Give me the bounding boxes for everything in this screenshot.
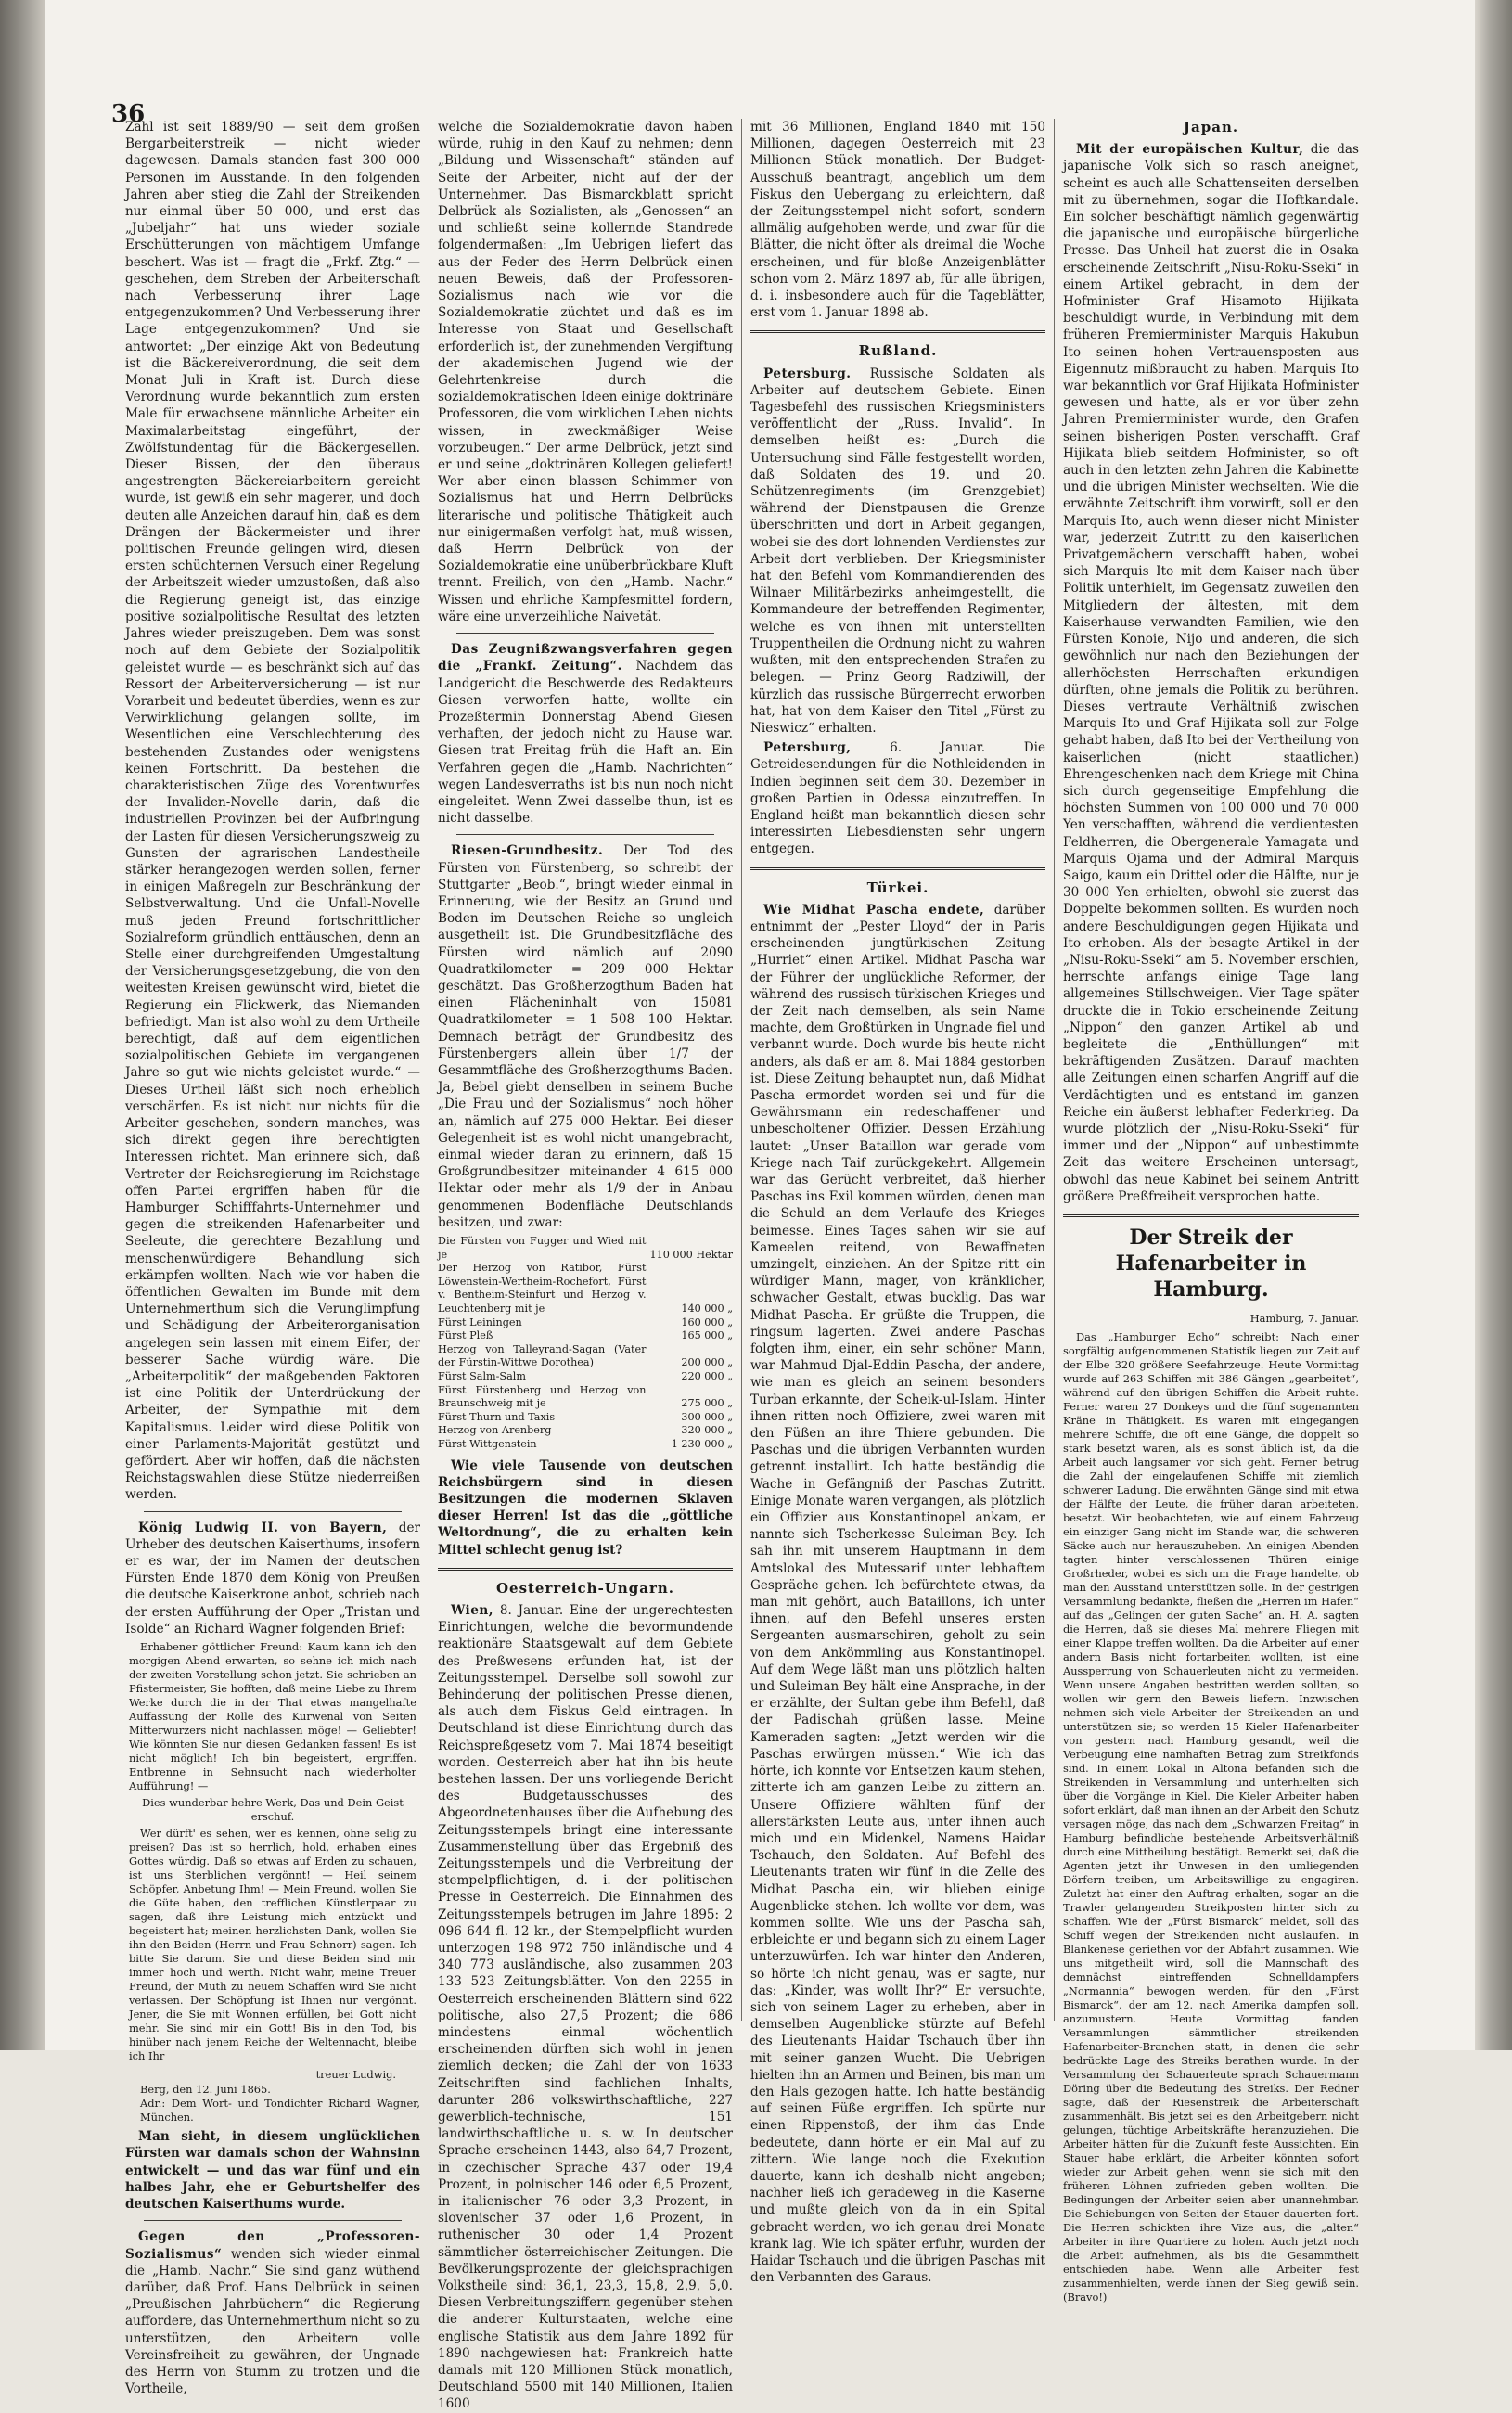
estate-area: 200 000 „ xyxy=(681,1356,733,1369)
letter-address: Adr.: Dem Wort- und Tondichter Richard Wagner, München. xyxy=(140,2097,420,2124)
midhat-article xyxy=(750,902,1045,2287)
estate-owner: Der Herzog von Ratibor, Fürst Löwenstein-Wertheim-Rochefort, Fürst v. Bentheim-Steinfurt und Herzog v. Leuchtenberg mit je xyxy=(438,1262,647,1315)
zeugniss-headline: Das Zeugnißzwangsverfahren gegen die „Frankf. Zeitung“. xyxy=(438,642,733,674)
japan-article xyxy=(1063,141,1359,1205)
strike-text: Das „Hamburger Echo“ schreibt: Nach einer sorgfältig aufgenommenen Statistik liegen zur Zeit auf der Elbe 320 größere Seefahrzeuge. Heute Vormittag wurde auf 263 Schiffen mit 386 Gängen „gearbeitet“, während auf den übrigen Schiffen die Arbeit ruhte. Ferner waren 27 Donkeys und die fünf sogenannten Kräne in Thätigkeit. Es waren mit eingegangen mehrere Schiffe, die oft eine Gänge, die doppelt so stark besetzt waren, als es sonst üblich ist, da die Arbeit auch langsamer vor sich geht. Ferner betrug die Zahl der eingelaufenen Schiffe mit ziemlich schwerer Ladung. Die erwähnten Gänge sind mit etwa der Hälfte der Leute, die früher daran arbeiteten, besetzt. Wir beobachteten, wie auf einem Fahrzeug ein einziger Gang nicht im Stande war, die schweren Säcke auch nur herauszuheben. An einigen Abenden tagten hinter verschlossenen Thüren einige Großrheder, wobei es sich um die Frage handelte, ob man den Ausstand unterstützen solle. In der gestrigen Versammlung bedankte, fließen die „Herren im Hafen“ auf das „Gelingen der guten Sache“ an. H. A. sagten die Herren, daß sie dieses Mal mehrere Fliegen mit einer Klappe treffen wollten. Da die Arbeiter auf einer andern Basis nicht fortarbeiten wollten, ist eine Aussperrung von Schauerleuten nicht zu vermeiden. Wenn unsere Angaben bestritten werden sollten, so wollen wir gern den Beweis liefern. Inzwischen nehmen sich viele Arbeiter der Streikenden an und unterstützen sie; so werden 15 Kieler Hafenarbeiter von gestern nach Hamburg gesandt, weil die Verbeugung eine namhaften Betrag zum Streikfonds sind. In einem Lokal in Altona befanden sich die Streikenden in Versammlung und unterhielten sich über die Vorgänge in Kiel. Die Kieler Arbeiter haben sofort erklärt, daß man ihnen an der Arbeit den Schutz versagen möge, das nach dem „Schwarzen Freitag“ in Hamburg befindliche bestehende Arbeitsverhältniß durch eine Mittheilung bestätigt. Bemerkt sei, daß die Agenten jetzt ihr Unwesen in den umliegenden Dörfern treiben, um Arbeitswillige zu engagiren. Zuletzt hat einer den Auftrag erhalten, sogar an die Trawler gelangenden Streikposten hinter sich zu schaffen. Wie der „Fürst Bismarck“ meldet, soll das Schiff wegen der Streikenden nicht auslaufen. In Blankenese geriethen vor der Abfahrt zusammen. Wie uns mitgetheilt wird, soll die Mannschaft des demnächst eintreffenden Schnelldampfers „Normannia“ bewogen werden, für den „Fürst Bismarck“, der am 12. nach Amerika dampfen soll, anzumustern. Heute Vormittag fanden Versammlungen sämmtlicher streikenden Hafenarbeiter-Branchen statt, in denen die sehr bedrückte Lage des Streiks berathen wurde. In der Versammlung der Schauerleute sprach Schauermann Döring über die Bedeutung des Streiks. Der Redner sagte, daß der Riesenstreik die Arbeiterschaft zusammenhält. Bis jetzt sei es den Arbeitgebern nicht gelungen, tüchtige Arbeitskräfte heranzuziehen. Die Arbeiter hätten für die Zukunft feste Aussichten. Ein Stauer habe erklärt, die Arbeiter könnten sofort wieder zur Arbeit gehen, wenn sie sich mit den früheren Löhnen zufrieden geben wollten. Die Bedingungen der Arbeiter seien aber unannehmbar. Die Schiebungen von Seiten der Stauer dauerten fort. Die Herren schickten ihre Vize aus, die „alten“ Arbeiter in ihre Quartiere zu holen. Auch jetzt noch die Arbeit aufnehmen, als bis die Gesammtheit entschieden habe. Wenn alle Arbeiter fest zusammenhielten, werde ihnen der Sieg gewiß sein. (Bravo!) xyxy=(1063,1330,1359,2304)
estate-owner: Fürst Salm-Salm xyxy=(438,1369,526,1382)
sozialpolitik-article: Zahl ist seit 1889/90 — seit dem großen Bergarbeiterstreik — nicht wieder dagewesen. Damals standen fast 300 000 Personen im Ausstande. In den folgenden Jahren aber stieg die Zahl der Streikenden nur einmal über 50 000, und erst das „Jubeljahr“ hat uns wieder soziale Erschütterungen von mächtigem Umfange beschert. Was ist — fragt die „Frkf. Ztg.“ — geschehen, dem Streben der Arbeiterschaft nach Verbesserung ihrer Lage entgegenzukommen? Und Verbesserung ihrer Lage entgegenzukommen? Und sie antwortet: „Der einzige Akt von Bedeutung ist die Bäckereiverordnung, die seit dem Monat Juli in Kraft ist. Durch diese Verordnung wurde bekanntlich zum ersten Male für erwachsene männliche Arbeiter ein Maximalarbeitstag eingeführt, der Zwölfstundentag für die Bäckergesellen. Dieser Bissen, der den überaus angestrengten Bäckereiarbeitern gereicht wurde, ist gewiß ein sehr magerer, und doch deuten alle Anzeichen darauf hin, daß es dem Drängen der Bäckermeister und ihrer politischen Freunde gelingen wird, diesen ersten schüchternen Versuch einer Regelung der Arbeitszeit wieder umzustoßen, daß also die Regierung geneigt ist, das einzige positive sozialpolitische Resultat des letzten Jahres wieder preiszugeben. Dem was sonst noch auf dem Gebiete der Sozialpolitik geleistet wurde — es beschränkt sich auf das Ressort der Arbeiterversicherung — ist nur Vorarbeit und bedeutet überdies, wenn es zur Verwirklichung gelangen sollte, im Wesentlichen eine Verschlechterung des bestehenden Zustandes oder wenigstens keinen Fortschritt. Da bestehen die charakteristischen Züge des Vorentwurfes der Invaliden-Novelle darin, daß die industriellen Provinzen bei der Aufbringung der Lasten für diesen Versicherungszweig zu Gunsten der agrarischen Landestheile stärker herangezogen werden sollen, ferner in einigen Maßregeln zur Beschränkung der Selbstverwaltung. Und die Unfall-Novelle muß jeden Freund fortschrittlicher Sozialreform gründlich enttäuschen, denn an Stelle einer durchgreifenden Umgestaltung der Versicherungsgesetzgebung, die von den weitesten Kreisen gewünscht wird, bietet die Regierung ein Flickwerk, das Niemanden befriedigt. Man ist also wohl zu dem Urtheile berechtigt, daß auf dem eigentlichen sozialpolitischen Gebiete im vergangenen Jahre so gut wie nichts geleistet wurde.“ — Dieses Urtheil läßt sich noch erheblich verschärfen. Es ist nicht nur nichts für die Arbeiter geschehen, sondern manches, was sich direkt gegen ihre berechtigten Interessen richtet. Man erinnere sich, daß Vertreter der Reichsregierung im Reichstage offen Partei ergriffen haben für die Hamburger Schifffahrts-Unternehmer und gegen die streikenden Hafenarbeiter und Seeleute, die gerechtere Bezahlung und menschenwürdigere Behandlung sich erkämpfen wollten. Nach wie vor haben die öffentlichen Gewalten im Bunde mit dem Unternehmerthum sich die Verunglimpfung und Schädigung der Arbeiterorganisation angelegen sein lassen mit einem Eifer, der besserer Sache würdig wäre. Die „Arbeiterpolitik“ der maßgebenden Faktoren ist eine Politik der Unterdrückung der Arbeiter, der Sympathie mit dem Kapitalismus. Leider wird diese Politik von einer Parlaments-Majorität gestützt und gefördert. Aber wir hoffen, daß die nächsten Reichstagswahlen diese Stütze niederreißen werden. xyxy=(125,120,420,1503)
estate-area: 300 000 „ xyxy=(681,1410,733,1423)
scan-binding-shadow xyxy=(0,0,45,2050)
separator-rule xyxy=(144,1511,402,1512)
ludwig-conclusion: Man sieht, in diesem unglücklichen Fürsten war damals schon der Wahnsinn entwickelt — und das war fünf und ein halbes Jahr, ehe er Geburtshelfer des deutschen Kaiserthums wurde. xyxy=(125,2129,420,2213)
strike-dateline: Hamburg, 7. Januar. xyxy=(1249,1312,1359,1325)
ludwig-headline: König Ludwig II. von Bayern, xyxy=(138,1520,388,1535)
riesen-headline: Riesen-Grundbesitz. xyxy=(451,843,604,859)
midhat-headline: Wie Midhat Pascha endete, xyxy=(763,902,985,918)
section-rule xyxy=(750,867,1045,870)
petersburg-dateline-1: Petersburg. xyxy=(763,366,852,381)
petersburg-text-2: 6. Januar. Die Getreidesendungen für die Nothleidenden in Indien beginnen seit dem 30. Dezember in großen Partien in Odessa einzutreffen. In England heißt man bekanntlich diesen sehr interessirten Liebesdiensten sehr ungern entgegen. xyxy=(750,740,1045,857)
letter-signature: treuer Ludwig. xyxy=(315,2068,396,2082)
estate-owner: Fürst Thurn und Taxis xyxy=(438,1410,556,1423)
estate-area: 140 000 „ xyxy=(681,1302,733,1315)
estate-area: 1 230 000 „ xyxy=(671,1437,733,1450)
professoren-text: wenden sich wieder einmal die „Hamb. Nachr.“ Sie sind ganz wüthend darüber, daß Prof. Hans Delbrück in seinen „Preußischen Jahrbüchern“ die Regierung auffordere, das Unternehmerthum nicht so zu unterstützen, den Arbeitern volle Vereinsfreiheit zu gewähren, der Ungnade des Herrn von Stumm zu trotzen und die Vortheile, xyxy=(125,2246,420,2397)
delbrueck-continuation: welche die Sozialdemokratie davon haben würde, ruhig in den Kauf zu nehmen; denn „Bildung und Wissenschaft“ ständen auf Seite der Arbeiter, nicht auf der der Unternehmer. Das Bismarckblatt spricht Delbrück als Sozialisten, als „Genossen“ an und schließt seine kollernde Standrede folgendermaßen: „Im Uebrigen liefert das aus der Feder des Herrn Delbrück einen neuen Beweis, daß der Professoren-Sozialismus nach wie vor die Sozialdemokratie züchtet und daß es im Interesse von Staat und Gesellschaft erforderlich ist, der zunehmenden Vergiftung der akademischen Jugend wie der Gelehrtenkreise durch die sozialdemokratischen Ideen einige doktrinäre Professoren, die vom wirklichen Leben nichts wissen, in zweckmäßiger Weise vorzubeugen.“ Der arme Delbrück, jetzt sind er und seine „doktrinären Kollegen geliefert! Wer aber einen blassen Schimmer von Sozialismus hat und Herrn Delbrücks literarische und politische Thätigkeit auch nur einigermaßen verfolgt hat, muß wissen, daß Herrn Delbrück von der Sozialdemokratie eine unüberbrückbare Kluft trennt. Freilich, von den „Hamb. Nachr.“ Wissen und ehrliche Kampfesmittel fordern, wäre eine unverzeihliche Naivetät. xyxy=(438,120,733,624)
estates-row xyxy=(438,1343,733,1370)
separator-rule xyxy=(456,633,714,634)
letter-paragraph-2: Wer dürft' es sehen, wer es kennen, ohne selig zu preisen? Das ist so herrlich, hold, erhaben eines Gottes würdig. Daß so etwas auf Erden zu schauen, ist uns Sterblichen vergönnt! — Heil seinem Schöpfer, Anbetung Ihm! — Mein Freund, wollen Sie die Güte haben, den trefflichen Künstlerpaar zu sagen, daß ihre Leistung mich entzückt und begeistert hat; meinen herzlichsten Dank, wollen Sie ihn den Beiden (Herrn und Frau Schnorr) sagen. Ich bitte Sie darum. Sie und diese Beiden sind mir immer hoch und werth. Nicht wahr, meine Treuer Freund, der Muth zu neuem Schaffen wird Sie nicht verlassen. Der Schöpfung ist Ihnen nur vergönnt. Jener, die Sie mit Wonnen erfüllen, bei Gott nicht mehr. Sie sind mir ein Gott! Bis in den Tod, bis hinüber nach jenem Reiche der Weltennacht, bleibe ich Ihr xyxy=(129,1827,416,2063)
column-1 xyxy=(117,119,429,2397)
column-4 xyxy=(1055,119,1367,2304)
estate-area: 275 000 „ xyxy=(681,1397,733,1410)
separator-rule xyxy=(144,2220,402,2221)
zeugniss-text: Nachdem das Landgericht die Beschwerde des Redakteurs Giesen verworfen hatte, wollte ein Prozeßtermin Donnerstag Abend Giesen verhaften, der jedoch nicht zu Hause war. Giesen trat Freitag früh die Haft an. Ein Verfahren gegen die „Hamb. Nachrichten“ wegen Landesverraths ist bis nun noch nicht eingeleitet. Wenn Zwei dasselbe thun, ist es nicht dasselbe. xyxy=(438,659,733,827)
japan-text: die das japanische Volk sich so rasch aneignet, scheint es auch alle Schattenseiten derselben mit zu übernehmen, sogar die Hoftkandale. Ein solcher beschäftigt nämlich gegenwärtig die japanische und europäische bürgerliche Presse. Das Unheil hat zuerst die in Osaka erscheinende Zeitschrift „Nisu-Roku-Sseki“ in einem Artikel gebracht, in dem der Hofminister Graf Hisamoto Hijikata beschuldigt wurde, in Verbindung mit dem früheren Premierminister Marquis Hakubun Ito seinen hohen Vertrauensposten aus Eigennutz mißbraucht zu haben. Marquis Ito war bekanntlich vor Graf Hijikata Hofminister gewesen und hatte, als er vor über zehn Jahren Premierminister wurde, den Grafen seinen bisherigen Posten verschafft. Graf Hijikata blieb seitdem Hofminister, so oft auch in den letzten zehn Jahren die Kabinette und die übrigen Minister wechselten. Wie die erwähnte Zeitschrift ihm vorwirft, soll er den Marquis Ito, auch wenn dieser nicht Minister war, jederzeit Zutritt zu den kaiserlichen Privatgemächern verschafft haben, wobei sich Marquis Ito mit dem Kaiser nach über Politik unterhielt, im Gegensatz zuweilen den Mitgliedern der ältesten, mit dem Kaiserhause verwandten Familien, wie den Fürsten Konoie, Nijo und anderen, die sich gewöhnlich nur nach den Beziehungen der allerhöchsten Herrschaften erkundigen dürften, ohne jemals die Politik zu berühren. Dieses vertraute Verhältniß zwischen Marquis Ito und Graf Hijikata soll zur Folge gehabt haben, daß Ito bei der Vertheilung von kaiserlichen (nicht staatlichen) Ehrengeschenken nach dem Kriege mit China sich durch gegenseitige Empfehlung die höchsten Summen von 100 000 und 70 000 Yen verschafften, während die verdientesten Feldherren, die Obergenerale Yamagata und Marquis Ojama und der Admiral Marquis Saigo, kaum ein Drittel oder die Hälfte, nur je 30 000 Yen erhielten, obwohl sie zuerst das Doppelte bekommen sollten. Es wurden noch andere Beschuldigungen gegen Hijikata und Ito erhoben. Als der besagte Artikel in der „Nisu-Roku-Sseki“ am 5. November erschien, herrschte anfangs einige Tage lang allgemeines Stillschweigen. Vier Tage später druckte die in Tokio erscheinende Zeitung „Nippon“ den ganzen Artikel ab und begleitete die „Enthüllungen“ mit bekräftigenden Zusätzen. Darauf machten alle Zeitungen einen scharfen Angriff auf die Verdächtigten und es entstand im ganzen Reiche ein äußerst lebhafter Federkrieg. Da wurde plötzlich der „Nisu-Roku-Sseki“ für immer und der „Nippon“ auf unbestimmte Zeit das weitere Erscheinen untersagt, obwohl das neue Kabinet bei seinem Antritt größere Preßfreiheit versprochen hatte. xyxy=(1063,142,1359,1204)
ludwig-letter xyxy=(125,1640,420,2063)
estate-owner: Fürst Fürstenberg und Herzog von Braunschweig mit je xyxy=(438,1383,647,1410)
riesen-conclusion: Wie viele Tausende von deutschen Reichsbürgern sind in diesen Besitzungen die modernen Sklaven dieser Herren! Ist das die „göttliche Weltordnung“, die zu erhalten kein Mittel schlecht genug ist? xyxy=(438,1457,733,1558)
estate-owner: Fürst Leiningen xyxy=(438,1316,522,1328)
petersburg-text-1: Russische Soldaten als Arbeiter auf deutschem Gebiete. Einen Tagesbefehl des russischen Kriegsministers veröffentlicht der „Russ. Invalid“. In demselben heißt es: „Durch die Untersuchung sind Fälle festgestellt worden, daß Soldaten des 19. und 20. Schützenregiments (im Grenzgebiet) während der Dienstpausen die Grenze überschritten und dort in Arbeit gegangen, wobei sie des dort lohnenden Verdienstes zur Arbeit dort verblieben. Der Kriegsminister hat den Befehl vom Kommandierenden des Wilnaer Militärbezirks anheimgestellt, die Kommandeure der betreffenden Regimenter, welche es von ihnen mit unterstellten Truppentheilen die Ordnung nicht zu wahren wußten, mit den entsprechenden Strafen zu belegen. — Prinz Georg Radziwill, der kürzlich das russische Bürgerrecht erworben hat, hat von dem Kaiser den Titel „Fürst zu Nieswicz“ erhalten. xyxy=(750,366,1045,736)
petersburg-article-1 xyxy=(750,366,1045,737)
estate-owner: Fürst Wittgenstein xyxy=(438,1437,537,1450)
japan-headline: Mit der europäischen Kultur, xyxy=(1076,142,1304,158)
estate-area: 220 000 „ xyxy=(681,1369,733,1382)
section-rule xyxy=(1063,1214,1359,1217)
strike-headline: Der Streik der Hafenarbeiter in Hamburg. xyxy=(1115,1226,1307,1302)
estate-area: 320 000 „ xyxy=(681,1424,733,1437)
ludwig-text: der Urheber des deutschen Kaiserthums, insofern er es war, der im Namen der deutschen Fürsten Ende 1870 dem König von Preußen die deutsche Kaiserkrone anbot, schrieb nach der ersten Aufführung der Oper „Tristan und Isolde“ an Richard Wagner folgenden Brief: xyxy=(125,1520,420,1636)
section-rule xyxy=(438,1568,733,1571)
page-number: 36 xyxy=(111,100,146,128)
estates-row xyxy=(438,1262,733,1316)
wien-continuation: mit 36 Millionen, England 1840 mit 150 Millionen, dagegen Oesterreich mit 23 Millionen Stück monatlich. Der Budget-Ausschuß beantragt, angeblich um dem Fiskus den Uebergang zu erleichtern, daß der Zeitungsstempel nicht sofort, sondern allmälig aufgehoben werde, und zwar für die Blätter, die nicht öfter als dreimal die Woche erscheinen, und für bloße Anzeigenblätter schon vom 2. März 1897 ab, für alle übrigen, d. i. insbesondere auch für die Tageblätter, erst vom 1. Januar 1898 ab. xyxy=(750,120,1045,321)
estates-row xyxy=(438,1411,733,1425)
estates-row xyxy=(438,1424,733,1438)
section-heading-turkey: Türkei. xyxy=(866,879,929,896)
letter-paragraph-1: Erhabener göttlicher Freund: Kaum kann ich den morgigen Abend erwarten, so sehne ich mich nach der zweiten Vorstellung schon jetzt. Sie schrieben an Pfistermeister, Sie hofften, daß meine Liebe zu Ihrem Werke durch die in der That etwas mangelhafte Auffassung der Rolle des Kurwenal von Seiten Mitterwurzers nicht nachlassen möge! — Geliebter! Wie könnten Sie nur diesen Gedanken fassen! Es ist nicht möglich! Ich bin begeistert, ergriffen. Entbrenne in Sehnsucht nach wiederholter Aufführung! — xyxy=(129,1640,416,1793)
professoren-article xyxy=(125,2228,420,2397)
estate-owner: Die Fürsten von Fugger und Wied mit je xyxy=(438,1235,647,1261)
estate-owner: Herzog von Talleyrand-Sagan (Vater der Fürstin-Wittwe Dorothea) xyxy=(438,1342,647,1369)
scan-edge-shadow xyxy=(1475,0,1512,2050)
petersburg-article-2 xyxy=(750,739,1045,857)
estates-row xyxy=(438,1329,733,1343)
estate-owner: Herzog von Arenberg xyxy=(438,1424,552,1437)
separator-rule xyxy=(456,834,714,835)
wien-article xyxy=(438,1602,733,2413)
estate-owner: Fürst Pleß xyxy=(438,1329,493,1342)
letter-verse: Dies wunderbar hehre Werk, Das und Dein Geist erschuf. xyxy=(142,1796,404,1824)
zeugniss-article xyxy=(438,641,733,827)
professoren-headline: Gegen den „Professoren-Sozialismus“ xyxy=(125,2229,420,2262)
ludwig-article xyxy=(125,1520,420,1637)
estates-row xyxy=(438,1384,733,1411)
letter-place-date: Berg, den 12. Juni 1865. xyxy=(140,2083,271,2097)
estates-row xyxy=(438,1438,733,1452)
estate-area: 160 000 „ xyxy=(681,1316,733,1328)
estates-row xyxy=(438,1370,733,1384)
wien-text: 8. Januar. Eine der ungerechtesten Einrichtungen, welche die bevormundende reaktionäre Staatsgewalt auf dem Gebiete des Preßwesens erfunden hat, ist der Zeitungsstempel. Derselbe soll sowohl zur Behinderung der politischen Presse dienen, als auch dem Fiskus Geld eintragen. In Deutschland ist diese Einrichtung durch das Reichspreßgesetz vom 7. Mai 1874 beseitigt worden. Oesterreich aber hat ihn bis heute bestehen lassen. Der uns vorliegende Bericht des Budgetausschusses des Abgeordnetenhauses über die Aufhebung des Zeitungsstempels bringt eine interessante Zusammenstellung über das Ergebniß des Zeitungsstempels und die Verbreitung der stempelpflichtigen, d. i. der politischen Presse in Oesterreich. Die Einnahmen des Zeitungsstempels betrugen im Jahre 1895: 2 096 644 fl. 12 kr., der Stempelpflicht wurden unterzogen 198 972 750 inländische und 4 340 773 ausländische, also zusammen 203 133 523 Zeitungsblätter. Von den 2255 in Oesterreich erscheinenden Blättern sind 622 politische, also 27,5 Prozent; die 686 mindestens einmal wöchentlich erscheinenden dürften sich wohl in jenen ziemlich decken; die Zahl der von 1633 Zeitschriften sind fachlichen Inhalts, darunter 286 volkswirthschaftliche, 227 gewerblich-technische, 151 landwirthschaftliche u. s. w. In deutscher Sprache erscheinen 1443, also 64,7 Prozent, in czechischer Sprache 437 oder 19,4 Prozent, in polnischer 146 oder 6,5 Prozent, in italienischer 76 oder 3,3 Prozent, in slovenischer 37 oder 1,6 Prozent, in ruthenischer 30 oder 1,4 Prozent sämmtlicher österreichischer Zeitungen. Die Bevölkerungsprozente der gleichsprachigen Volkstheile sind: 36,1, 23,3, 15,8, 2,9, 5,0. Diesen Verbreitungsziffern gegenüber stehen die anderer Kulturstaaten, welche eine englische Statistik aus dem Jahre 1892 für 1890 nachgewiesen hat: Frankreich hatte damals mit 120 Millionen Stück monatlich, Deutschland 5500 mit 140 Millionen, Italien 1600 xyxy=(438,1602,733,2412)
text-columns xyxy=(117,119,1369,2412)
riesen-article xyxy=(438,842,733,1231)
estate-area: 110 000 Hektar xyxy=(649,1248,733,1261)
section-heading-japan: Japan. xyxy=(1183,119,1239,135)
estate-area: 165 000 „ xyxy=(681,1329,733,1342)
estates-row xyxy=(438,1235,733,1262)
wien-dateline: Wien, xyxy=(451,1602,493,1618)
section-heading-russia: Rußland. xyxy=(858,342,938,360)
column-3 xyxy=(742,119,1055,2286)
estates-table xyxy=(438,1235,733,1452)
petersburg-dateline-2: Petersburg, xyxy=(763,740,852,756)
column-2 xyxy=(429,119,742,2412)
midhat-text: darüber entnimmt der „Pester Lloyd“ der in Paris erscheinenden jungtürkischen Zeitung „Hurriet“ einen Artikel. Midhat Pascha war der Führer der unglückliche Reformer, der während des russisch-türkischen Krieges und der Zeit nach demselben, als sein Name machte, dem Großtürken in Ungnade fiel und verbannt wurde. Doch wurde bis heute nicht anders, als daß er am 8. Mai 1884 gestorben ist. Diese Zeitung behauptet nun, daß Midhat Pascha ermordet worden sei und für die Gewährsmann ein redeschaffener und unbescholtener Offizier. Dessen Erzählung lautet: „Unser Bataillon war gerade vom Kriege nach Taif zurückgekehrt. Allgemein war das Gerücht verbreitet, daß hierher Paschas ins Exil kommen würden, denen man die Schuld an dem Verlaufe des Krieges beimesse. Eines Tages sahen wir sie auf Kameelen reitend, von Bewaffneten umzingelt, einziehen. An der Spitze ritt ein würdiger Mann, mager, von kränklicher, schwacher Gestalt, etwas bucklig. Das war Midhat Pascha. Er grüßte die Truppen, die ringsum lagerten. Zwei andere Paschas folgten ihm, einer, ein sehr schöner Mann, war Mahmud Djal-Eddin Pascha, der andere, wie man es gleich an seinem besonders Turban erkannte, der Scheik-ul-Islam. Hinter ihnen ritten noch Offiziere, zwei waren mit den Füßen an ihre Thiere gebunden. Die Paschas und die übrigen Verbannten wurden getrennt installirt. Ich hatte beständig die Wache in Gefängniß der Paschas Zutritt. Einige Monate waren vergangen, als plötzlich ein Offizier aus Konstantinopel ankam, er nannte sich Tscherkesse Suleiman Bey. Ich sah ihn mit unserem Hauptmann in dem Amtslokal des Mutessarif unter lebhaftem Gespräche gehen. Ich befürchtete etwas, da man mit gehört, auch Bataillons, ich unter ihnen, auf den Befehl unseres ersten Sergeanten ausmarschiren, geholt zu sein von dem Ankömmling aus Konstantinopel. Auf dem Wege läßt man uns plötzlich halten und Suleiman Bey hält eine Ansprache, in der er erzählte, der Sultan gebe ihm Befehl, daß der Padischah grüßen lasse. Meine Kameraden sagten: „Jetzt werden wir die Paschas erwürgen müssen.“ Wie ich das hörte, ich konnte vor Entsetzen kaum stehen, zitterte ich am ganzen Leibe zu zittern an. Unsere Offiziere wählten fünf der allerstärksten Leute aus, unter ihnen auch mich und ein Midenkel, Namens Haidar Tschauch, den Soldaten. Auf Befehl des Lieutenants traten wir fünf in die Zelle des Midhat Pascha ein, wir blieben einige Augenblicke stehen. Ich wollte vor dem, was kommen sollte. Wie uns der Pascha sah, erbleichte er und begann sich zu einem Lager unterzuwürfen. Ich war hinter den Anderen, so hörte ich nicht genau, was er sagte, nur das: „Kinder, was wollt Ihr?“ Er versuchte, sich von seinem Lager zu erheben, aber in demselben Augenblicke stürzte auf Befehl des Lieutenants Haidar Tschauch über ihn mit seiner ganzen Wucht. Die Uebrigen hielten ihn an Armen und Beinen, bis man um den Hals gezogen hatte. Ich hatte beständig auf seinen Füße ergriffen. Ich spürte nur einen Rippenstoß, der ihm das Ende bedeutete, dann hörte er ein Mal auf zu zittern. Wie lange noch die Exekution dauerte, kann ich deshalb nicht angeben; nachher ließ ich geradeweg in die Kaserne und mußte gleich von da in ein Spital gebracht werden, wo ich genau drei Monate krank lag. Wie ich später erfuhr, wurden der Haidar Tschauch und die übrigen Paschas mit den Verbannten des Garaus. xyxy=(750,902,1045,2286)
section-heading-austria: Oesterreich-Ungarn. xyxy=(495,1579,675,1597)
estates-row xyxy=(438,1316,733,1330)
section-rule xyxy=(750,330,1045,333)
riesen-text: Der Tod des Fürsten von Fürstenberg, so schreibt der Stuttgarter „Beob.“, bringt wieder einmal in Erinnerung, wie der Besitz an Grund und Boden im Deutschen Reiche so ungleich ausgetheilt ist. Die Grundbesitzfläche des Fürsten wird nämlich auf 2090 Quadratkilometer = 209 000 Hektar geschätzt. Das Großherzogthum Baden hat einen Flächeninhalt von 15081 Quadratkilometer = 1 508 100 Hektar. Demnach beträgt der Grundbesitz des Fürstenbergers allein über 1/7 der Gesammtfläche des Großherzogthums Baden. Ja, Bebel giebt denselben in seinem Buche „Die Frau und der Sozialismus“ noch höher an, nämlich auf 275 000 Hektar. Bei dieser Gelegenheit ist es wohl nicht unangebracht, einmal wieder daran zu erinnern, daß 15 Großgrundbesitzer miteinander 4 615 000 Hektar oder mehr als 1/9 der in Anbau genommenen Bodenfläche Deutschlands besitzen, und zwar: xyxy=(438,843,733,1230)
